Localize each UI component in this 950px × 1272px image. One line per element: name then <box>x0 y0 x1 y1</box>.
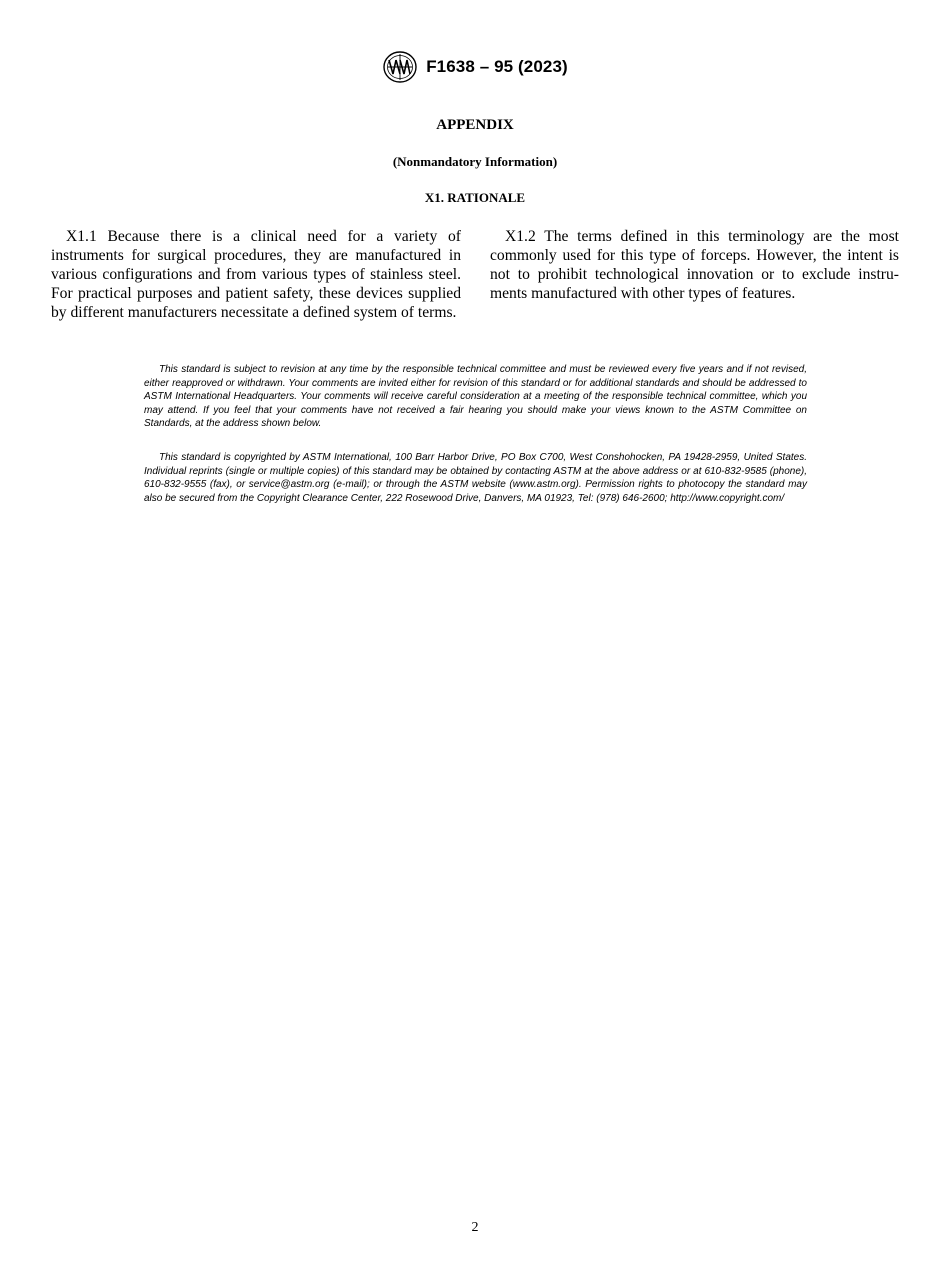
page-number: 2 <box>471 1220 479 1235</box>
revision-notice-text: This standard is subject to revision at any time by the responsible technical committee and must be reviewed every five years and if not revised, either reapproved or withdrawn. Your comments are invited either for revision of this standard or for additional standards and should be addressed to ASTM International Headquarters. Your comments will receive careful consideration at a meeting of the responsible technical committee, which you may attend. If you feel that your comments have not received a fair hearing you should make your views known to the ASTM Committee on Standards, at the address shown below. <box>144 364 807 430</box>
page-header <box>0 50 950 84</box>
left-column <box>51 227 461 322</box>
copyright-notice <box>144 451 807 505</box>
astm-logo-icon <box>382 50 418 84</box>
appendix-subtitle: (Nonmandatory Information) <box>392 154 558 169</box>
revision-notice <box>144 363 807 431</box>
standard-designation: F1638 – 95 (2023) <box>426 57 568 76</box>
appendix-title: APPENDIX <box>436 117 514 133</box>
copyright-notice-text: This standard is copyrighted by ASTM International, 100 Barr Harbor Drive, PO Box C700, West Conshohocken, PA 19428-2959, United States. Individual reprints (single or multiple copies) of this standard may be obtained by contacting ASTM at the above address or at 610-832-9585 (phone), 610-832-9555 (fax), or service@astm.org (e-mail); or through the ASTM website (www.astm.org). Permission rights to photocopy the standard may also be secured from the Copyright Clearance Center, 222 Rosewood Drive, Danvers, MA 01923, Tel: (978) 646-2600; http://www.copyright.com/ <box>144 452 807 504</box>
right-column <box>490 227 899 303</box>
paragraph-x1-1: X1.1 Because there is a clinical need for a variety of instruments for surgical procedures, they are manufactured in various configurations and from various types of stainless steel. For practical purposes and patient safety, these devices supplied by different manufacturers necessitate a defined system of terms. <box>51 228 461 321</box>
paragraph-x1-2: X1.2 The terms defined in this terminology are the most commonly used for this type of forceps. However, the intent is not to prohibit technological innovation or to exclude instruments manufactured with other types of features. <box>490 228 899 302</box>
section-heading: X1. RATIONALE <box>424 190 526 205</box>
